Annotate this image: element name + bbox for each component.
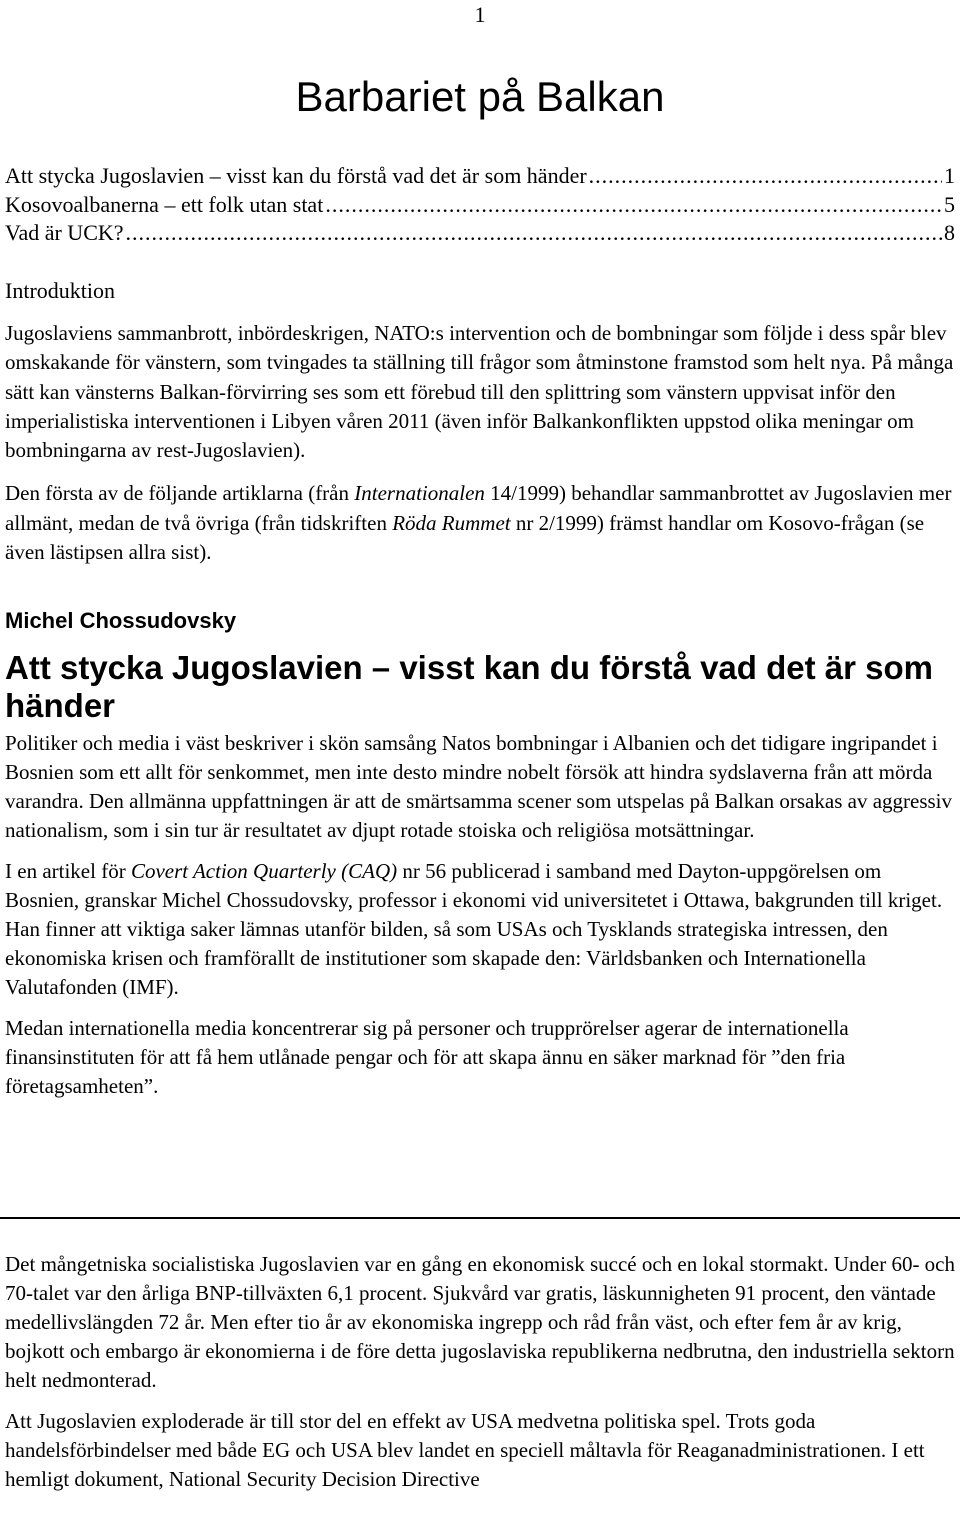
article-paragraph bbox=[5, 857, 955, 1002]
page-number: 1 bbox=[474, 2, 486, 27]
article-continued bbox=[5, 1250, 955, 1506]
intro-paragraph bbox=[5, 479, 955, 567]
main-content bbox=[5, 277, 955, 1113]
toc-entry[interactable] bbox=[5, 219, 955, 248]
toc-entry-label: Vad är UCK? bbox=[5, 220, 124, 245]
toc-entry-label: Kosovoalbanerna – ett folk utan stat bbox=[5, 191, 324, 217]
toc-entry-page: 8 bbox=[944, 220, 955, 245]
toc-entry-page: 5 bbox=[944, 191, 955, 217]
section-divider bbox=[0, 1217, 960, 1219]
text-run: nr 56 publicerad i samband med Dayton-uppgörelsen om Bosnien, granskar Michel Chossudovsky, professor i ekonomi vid universitetet i Ottawa, bakgrunden till kriget. Han finner att viktiga saker lämnas utanför bilden, så som USAs och Tysklands strategiska intressen, den ekonomiska krisen och framförallt de institutioner som skapade den: Världsbanken och Internationella Valutafonden (IMF). bbox=[5, 859, 943, 1000]
article-author: Michel Chossudovsky bbox=[5, 608, 237, 634]
toc-entry[interactable] bbox=[5, 162, 955, 191]
table-of-contents bbox=[5, 162, 955, 248]
article-title: Att stycka Jugoslavien – visst kan du förstå vad det är som händer bbox=[5, 649, 933, 725]
text-run: nr 2/1999) främst handlar om Kosovo-frågan (se även lästipsen allra sist). bbox=[5, 510, 925, 565]
text-run: I en artikel för bbox=[5, 859, 131, 884]
intro-heading: Introduktion bbox=[5, 278, 115, 303]
article-paragraph: Det mångetniska socialistiska Jugoslavien var en gång en ekonomisk succé och en lokal stormakt. Under 60- och 70-talet var den årliga BNP-tillväxten 6,1 procent. Sjukvård var gratis, läskunnigheten 91 procent, den väntade medellivslängden 72 år. Men efter tio år av ekonomiska ingrepp och råd från väst, och efter fem år av krig, bojkott och embargo är ekonomierna i de före detta jugoslaviska republikerna nedbrutna, den industriella sektorn helt nedmonterad. bbox=[5, 1252, 956, 1392]
publication-name: Covert Action Quarterly (CAQ) bbox=[130, 859, 398, 884]
document-title: Barbariet på Balkan bbox=[295, 73, 665, 120]
text-run: 14/1999) behandlar sammanbrottet av Jugoslavien mer allmänt, medan de två övriga (från tidskriften bbox=[5, 481, 952, 535]
publication-name: Röda Rummet bbox=[392, 510, 511, 535]
text-run: Den första av de följande artiklarna (från bbox=[5, 481, 355, 506]
toc-leader-dots bbox=[126, 219, 942, 248]
article-paragraph: Medan internationella media koncentrerar sig på personer och trupprörelser agerar de internationella finansinstituten för att få hem utlånade pengar och för att skapa ännu en säker marknad för ”den fria företagsamheten”. bbox=[5, 1016, 849, 1099]
toc-entry[interactable] bbox=[5, 191, 955, 220]
toc-entry-page: 1 bbox=[944, 163, 955, 188]
article-paragraph: Att Jugoslavien exploderade är till stor del en effekt av USA medvetna politiska spel. Trots goda handelsförbindelser med både EG och USA blev landet en speciell måltavla för Reaganadministrationen. I ett hemligt dokument, National Security Decision Directive bbox=[5, 1409, 925, 1491]
publication-name: Internationalen bbox=[354, 481, 485, 506]
toc-leader-dots bbox=[325, 191, 942, 220]
article-paragraph: Politiker och media i väst beskriver i skön samsång Natos bombningar i Albanien och det tidigare ingripandet i Bosnien som ett allt för senkommet, men inte desto mindre nobelt försök att hindra sydslaverna från att mörda varandra. Den allmänna uppfattningen är att de smärtsamma scener som utspelas på Balkan orsakas av aggressiv nationalism, som i sin tur är resultatet av djupt rotade stoiska och religiösa motsättningar. bbox=[5, 731, 953, 843]
toc-entry-label: Att stycka Jugoslavien – visst kan du förstå vad det är som händer bbox=[5, 163, 587, 188]
toc-leader-dots bbox=[589, 162, 942, 191]
intro-paragraph: Jugoslaviens sammanbrott, inbördeskrigen, NATO:s intervention och de bombningar som följde i dess spår blev omskakande för vänstern, som tvingades ta ställning till frågor som åtminstone framstod som helt nya. På många sätt kan vänsterns Balkan-förvirring ses som ett förebud till den splittring som vänstern uppvisat inför den imperialistiska interventionen i Libyen våren 2011 (även inför Balkankonflikten uppstod olika meningar om bombningarna av rest-Jugoslavien). bbox=[5, 321, 954, 463]
